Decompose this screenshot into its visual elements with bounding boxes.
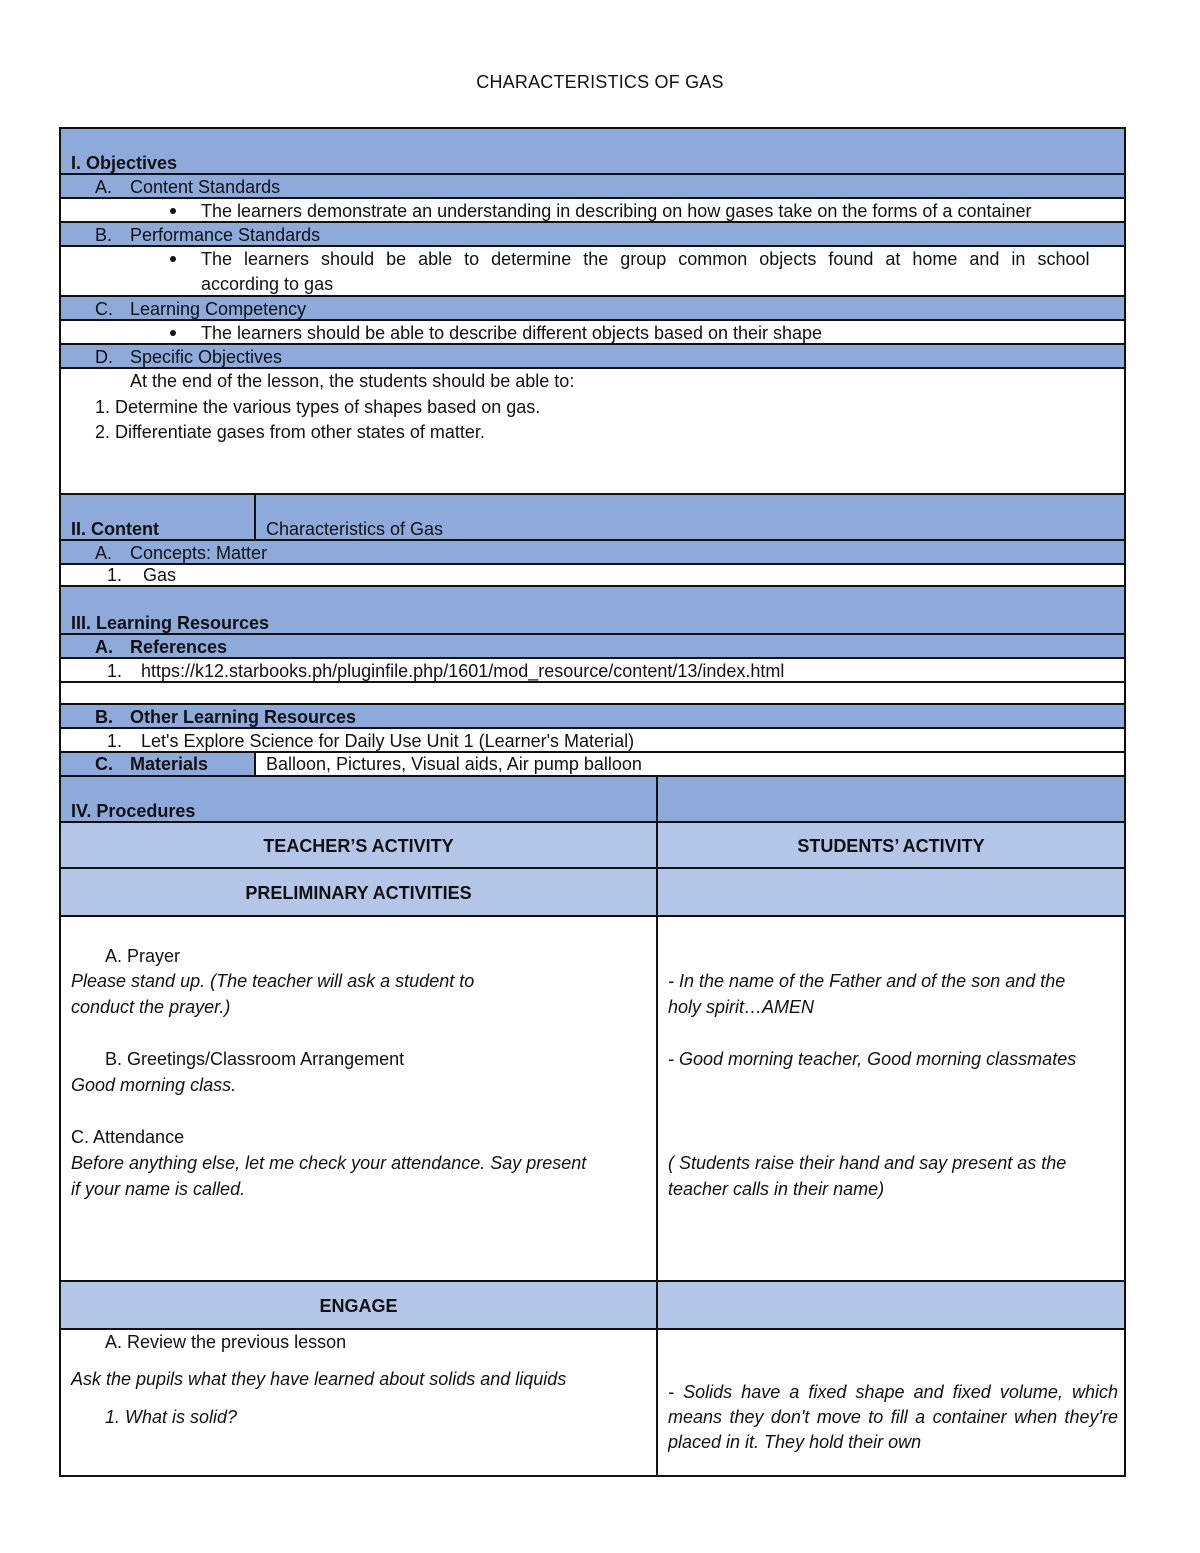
column-divider bbox=[254, 495, 256, 539]
empty-row bbox=[59, 681, 1126, 705]
learning-competency-text-row bbox=[59, 319, 1126, 345]
prayer-teacher-line2: conduct the prayer.) bbox=[71, 997, 231, 1017]
content-standards-row bbox=[59, 173, 1126, 199]
attendance-student-line2: teacher calls in their name) bbox=[668, 1179, 885, 1199]
content-heading: II. Content bbox=[71, 519, 159, 539]
specific-objectives-body bbox=[59, 367, 1126, 495]
performance-standards-label: Performance Standards bbox=[130, 225, 321, 245]
greetings-student: - Good morning teacher, Good morning classmates bbox=[668, 1049, 1077, 1069]
review-answer: - Solids have a fixed shape and fixed volume, which means they don't move to fill a container when they're placed in it. They hold their own bbox=[668, 1382, 1118, 1452]
objectives-header-row bbox=[59, 127, 1126, 175]
prayer-teacher-line1: Please stand up. (The teacher will ask a student to bbox=[71, 971, 475, 991]
materials-value: Balloon, Pictures, Visual aids, Air pump balloon bbox=[266, 754, 642, 774]
materials-letter: C. bbox=[95, 754, 113, 774]
content-standards-label: Content Standards bbox=[130, 177, 281, 197]
other-resources-row bbox=[59, 703, 1126, 729]
learning-competency-label: Learning Competency bbox=[130, 299, 307, 319]
resources-header-row bbox=[59, 585, 1126, 635]
concepts-label: Concepts: Matter bbox=[130, 543, 268, 563]
attendance-student-line1: ( Students raise their hand and say present as the bbox=[668, 1153, 1067, 1173]
lesson-plan-table bbox=[59, 127, 1130, 1477]
materials-label-cell bbox=[61, 753, 254, 775]
review-ask: Ask the pupils what they have learned about solids and liquids bbox=[71, 1369, 567, 1389]
procedures-header-row bbox=[59, 775, 1126, 823]
student-activity-header: STUDENTS’ ACTIVITY bbox=[797, 836, 985, 856]
attendance-label: C. Attendance bbox=[71, 1127, 185, 1147]
review-question: 1. What is solid? bbox=[105, 1407, 238, 1427]
specific-objective-item: 1. Determine the various types of shapes based on gas. bbox=[95, 397, 541, 417]
content-standards-text: The learners demonstrate an understanding in describing on how gases take on the forms of a container bbox=[201, 201, 1032, 221]
attendance-teacher-line1: Before anything else, let me check your attendance. Say present bbox=[71, 1153, 587, 1173]
content-item-row bbox=[59, 563, 1126, 587]
engage-row bbox=[59, 1280, 1126, 1330]
other-resource-item-num: 1. bbox=[107, 731, 123, 751]
reference-item-row bbox=[59, 657, 1126, 683]
teacher-activity-header: TEACHER’S ACTIVITY bbox=[263, 836, 454, 856]
materials-label: Materials bbox=[130, 754, 209, 774]
performance-standards-letter: B. bbox=[95, 225, 113, 245]
bullet-icon bbox=[170, 208, 176, 214]
specific-objectives-letter: D. bbox=[95, 347, 113, 367]
learning-competency-letter: C. bbox=[95, 299, 113, 319]
document-title: CHARACTERISTICS OF GAS bbox=[476, 72, 724, 92]
performance-standards-line2: according to gas bbox=[201, 274, 334, 294]
materials-row bbox=[59, 751, 1126, 777]
performance-standards-text-row bbox=[59, 245, 1126, 297]
other-resource-item-row bbox=[59, 727, 1126, 753]
content-standards-text-row bbox=[59, 197, 1126, 223]
bullet-icon bbox=[170, 256, 176, 262]
reference-link[interactable]: https://k12.starbooks.ph/pluginfile.php/1601/mod_resource/content/13/index.html bbox=[141, 661, 785, 681]
column-divider bbox=[656, 777, 658, 821]
column-divider bbox=[254, 753, 256, 775]
content-item-num: 1. bbox=[107, 565, 123, 585]
greetings-teacher: Good morning class. bbox=[71, 1075, 237, 1095]
column-divider bbox=[656, 869, 658, 915]
activity-columns-row bbox=[59, 821, 1126, 869]
performance-standards-line1: The learners should be able to determine the group common objects found at home and in school bbox=[201, 249, 1090, 269]
content-item-label: Gas bbox=[143, 565, 177, 585]
references-label: References bbox=[130, 637, 228, 657]
learning-competency-row bbox=[59, 295, 1126, 321]
preliminary-heading: PRELIMINARY ACTIVITIES bbox=[245, 883, 472, 903]
procedures-heading: IV. Procedures bbox=[71, 801, 196, 821]
preliminary-row bbox=[59, 867, 1126, 917]
objectives-heading: I. Objectives bbox=[71, 153, 178, 173]
resources-heading: III. Learning Resources bbox=[71, 613, 270, 633]
specific-objectives-intro: At the end of the lesson, the students should be able to: bbox=[130, 371, 575, 391]
references-letter: A. bbox=[95, 637, 113, 657]
content-value: Characteristics of Gas bbox=[266, 519, 444, 539]
column-divider bbox=[656, 917, 658, 1280]
references-row bbox=[59, 633, 1126, 659]
other-resource-item: Let's Explore Science for Daily Use Unit 1 (Learner's Material) bbox=[141, 731, 635, 751]
learning-competency-text: The learners should be able to describe different objects based on their shape bbox=[201, 323, 823, 343]
prayer-student-line2: holy spirit…AMEN bbox=[668, 997, 815, 1017]
greetings-label: B. Greetings/Classroom Arrangement bbox=[105, 1049, 405, 1069]
prayer-label: A. Prayer bbox=[105, 946, 181, 966]
review-label: A. Review the previous lesson bbox=[105, 1332, 347, 1352]
performance-standards-row bbox=[59, 221, 1126, 247]
prayer-student-line1: - In the name of the Father and of the son and the bbox=[668, 971, 1066, 991]
other-resources-letter: B. bbox=[95, 707, 113, 727]
specific-objectives-label: Specific Objectives bbox=[130, 347, 283, 367]
column-divider bbox=[656, 1330, 658, 1475]
content-standards-letter: A. bbox=[95, 177, 113, 197]
reference-item-num: 1. bbox=[107, 661, 123, 681]
content-header-row bbox=[59, 493, 1126, 541]
preliminary-body bbox=[59, 915, 1126, 1282]
bullet-icon bbox=[170, 330, 176, 336]
column-divider bbox=[656, 1282, 658, 1328]
engage-heading: ENGAGE bbox=[319, 1296, 398, 1316]
specific-objective-item: 2. Differentiate gases from other states of matter. bbox=[95, 422, 485, 442]
specific-objectives-row bbox=[59, 343, 1126, 369]
concepts-row bbox=[59, 539, 1126, 565]
attendance-teacher-line2: if your name is called. bbox=[71, 1179, 246, 1199]
engage-body bbox=[59, 1328, 1126, 1477]
other-resources-label: Other Learning Resources bbox=[130, 707, 357, 727]
concepts-letter: A. bbox=[95, 543, 113, 563]
